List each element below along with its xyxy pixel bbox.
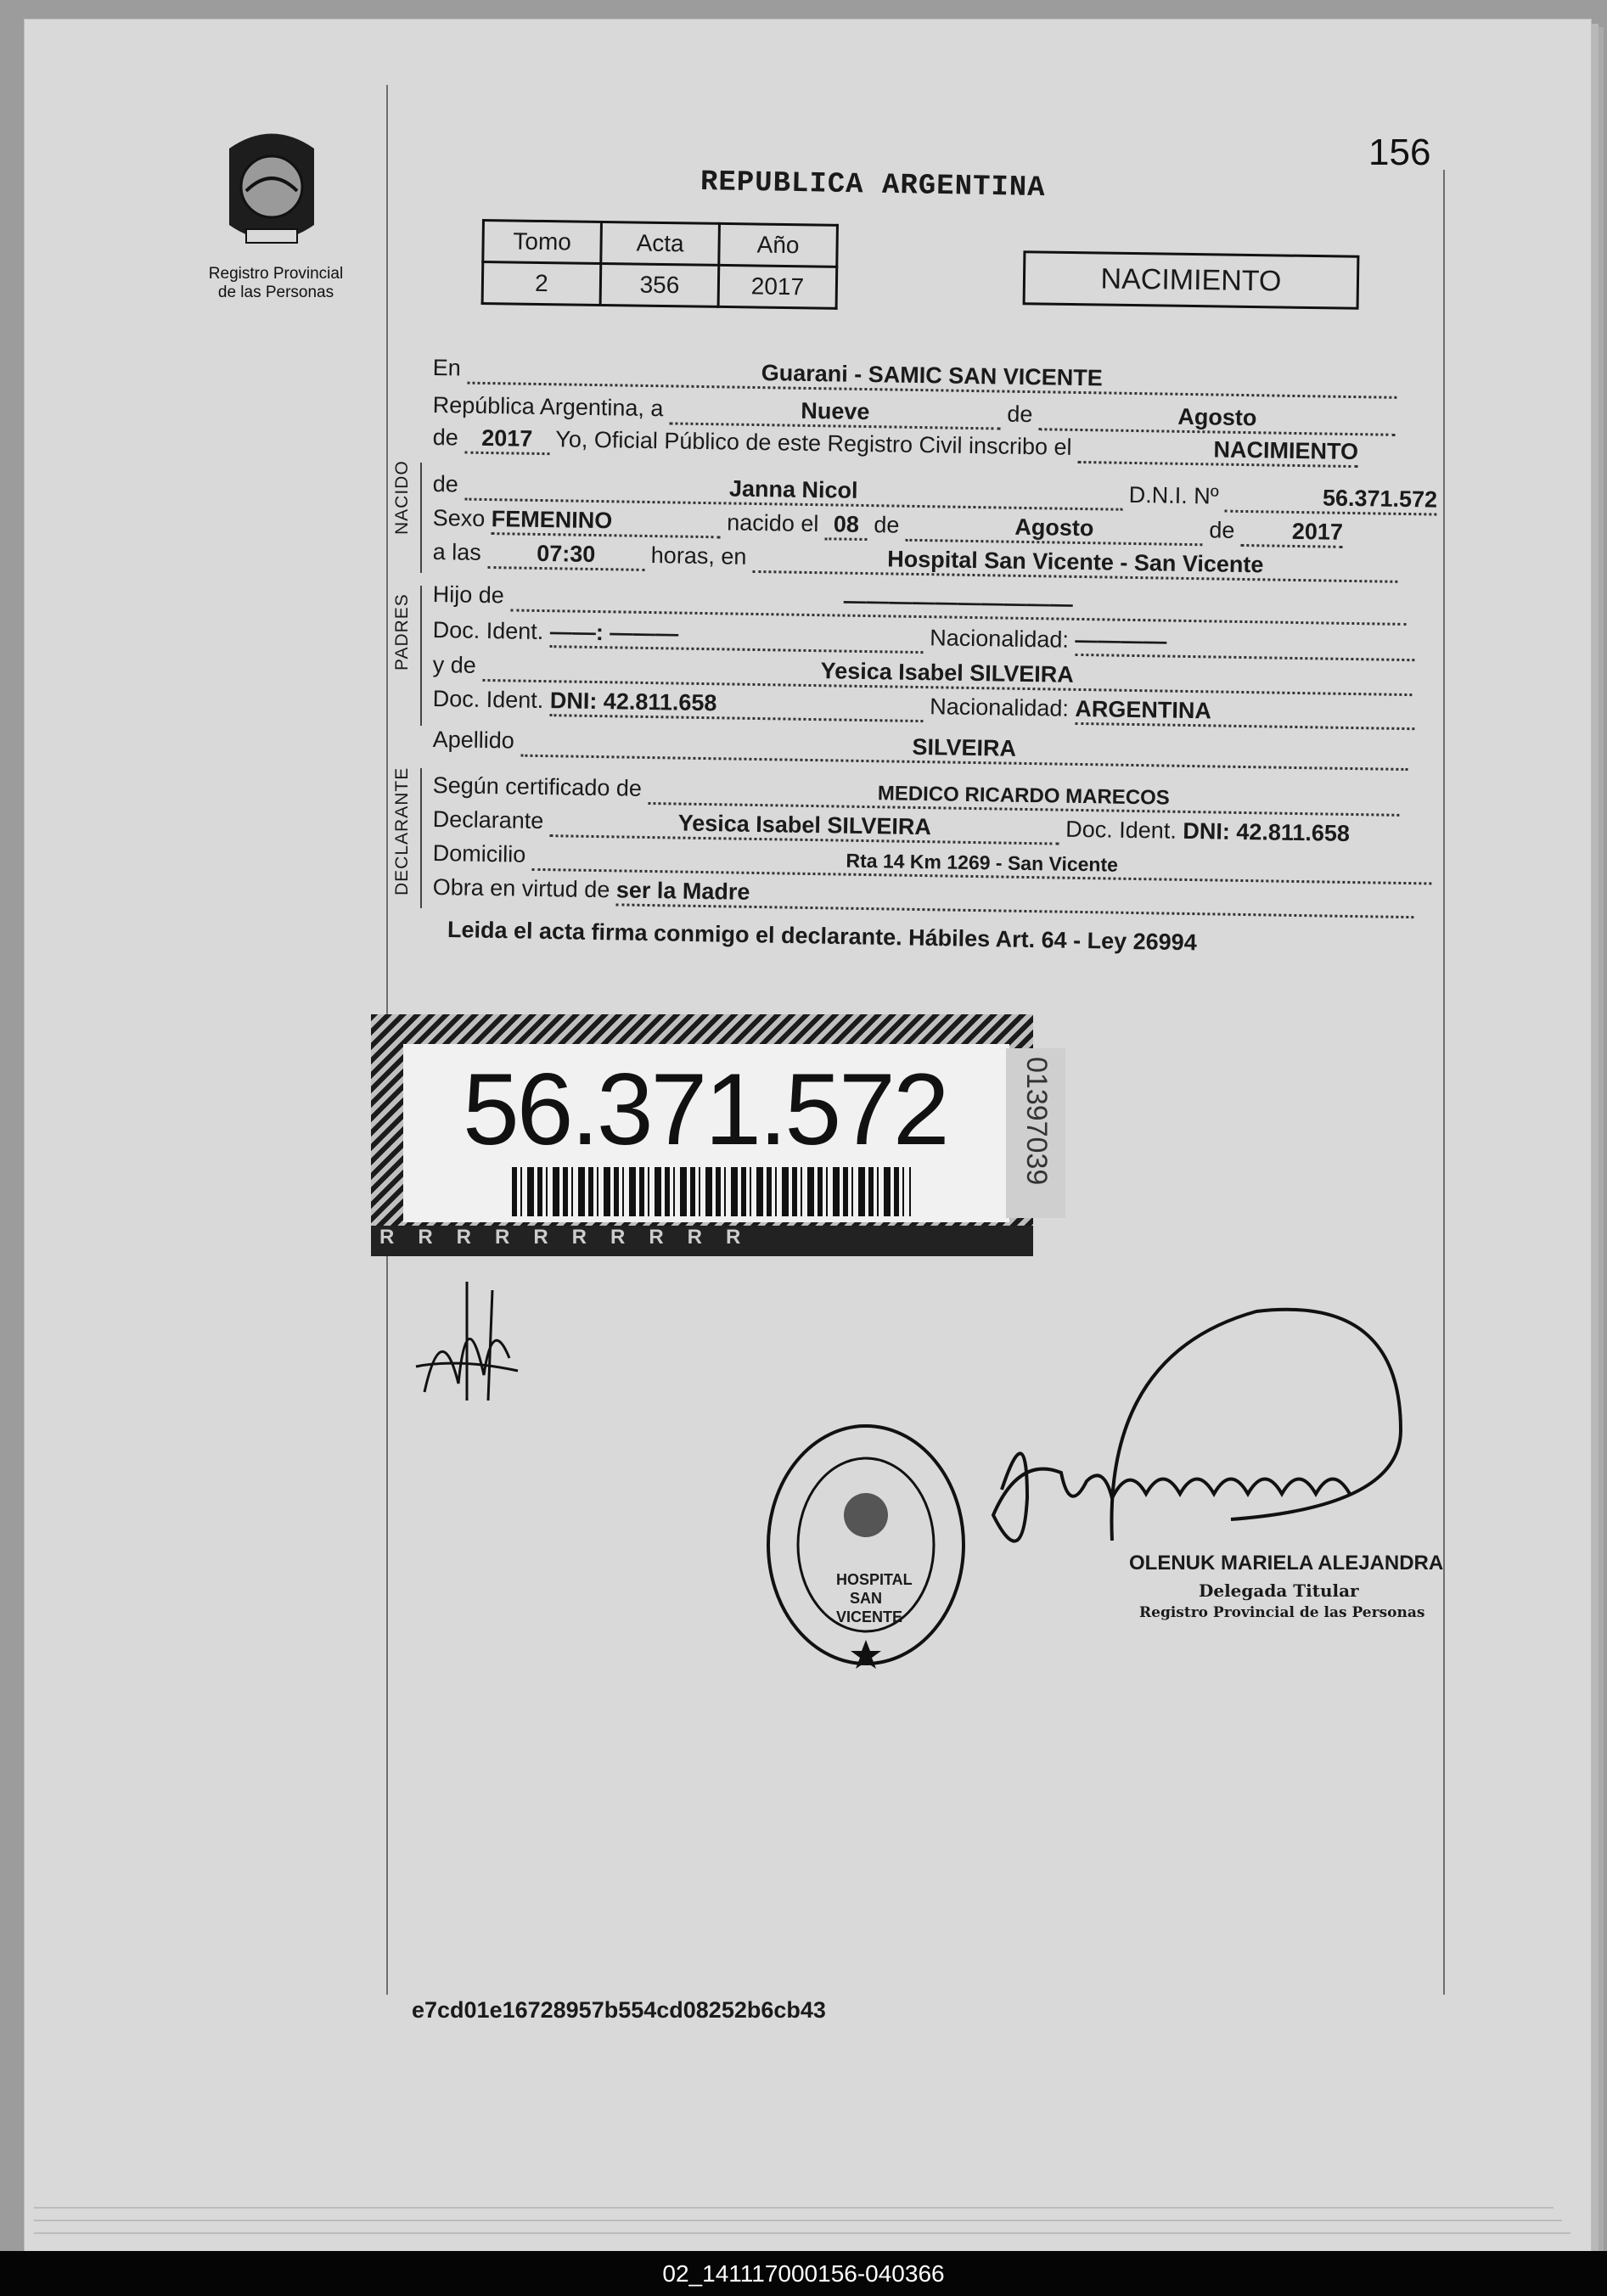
label-y-de: y de bbox=[432, 652, 477, 678]
label-nacido-de: de bbox=[874, 512, 900, 538]
value-lugar: Hospital San Vicente - San Vicente bbox=[887, 546, 1264, 578]
footer-id: 02_141117000156-040366 bbox=[662, 2260, 945, 2287]
acta-value: 356 bbox=[600, 263, 719, 306]
value-sexo: FEMENINO bbox=[491, 506, 613, 534]
value-dni: 56.371.572 bbox=[1322, 485, 1438, 513]
value-nacido-ano: 2017 bbox=[1291, 518, 1344, 545]
table-header: Año bbox=[719, 223, 838, 267]
label-doc-ident: Doc. Ident. bbox=[432, 686, 544, 714]
official-block bbox=[1129, 1552, 1443, 1621]
sticker-side-code bbox=[1006, 1048, 1065, 1218]
value-madre-nac: ARGENTINA bbox=[1075, 695, 1212, 724]
value-ano: 2017 bbox=[481, 424, 533, 452]
label-doc-ident: Doc. Ident. bbox=[432, 617, 544, 645]
value-madre-doc: DNI: 42.811.658 bbox=[549, 688, 717, 716]
value-nacido-dia: 08 bbox=[833, 511, 860, 537]
official-name: OLENUK MARIELA ALEJANDRA bbox=[1129, 1552, 1444, 1575]
registry-line-2: de las Personas bbox=[217, 283, 334, 301]
section-divider bbox=[420, 586, 422, 726]
footer-bar bbox=[0, 2251, 1607, 2296]
value-certificado: MEDICO RICARDO MARECOS bbox=[877, 782, 1171, 810]
section-divider bbox=[420, 768, 422, 908]
table-header: Acta bbox=[601, 222, 720, 265]
label-nacido-el: nacido el bbox=[727, 509, 819, 537]
section-label-nacido: NACIDO bbox=[392, 460, 412, 535]
label-ano-prefix: de bbox=[432, 424, 459, 451]
label-republica: República Argentina, a bbox=[432, 392, 664, 422]
table-header: Tomo bbox=[483, 221, 602, 264]
stamp-inner-line-1: HOSPITAL bbox=[836, 1571, 913, 1588]
page-edge-line bbox=[34, 2207, 1554, 2209]
stamp-inner-line-2: SAN bbox=[849, 1590, 882, 1607]
value-padre-doc: ——: ——— bbox=[549, 619, 679, 647]
ano-value: 2017 bbox=[718, 265, 837, 308]
label-nacionalidad: Nacionalidad: bbox=[930, 625, 1070, 653]
stamp-inner-line-3: VICENTE bbox=[836, 1608, 903, 1625]
value-nacido-mes: Agosto bbox=[1014, 514, 1094, 542]
value-inscribo: NACIMIENTO bbox=[1213, 436, 1359, 465]
label-yo: Yo, Oficial Público de este Registro Civil inscribo el bbox=[555, 426, 1072, 460]
label-certificado: Según certificado de bbox=[432, 772, 643, 801]
label-apellido: Apellido bbox=[432, 727, 515, 754]
sticker-panel bbox=[403, 1044, 1009, 1222]
page-edge-line bbox=[34, 2232, 1570, 2234]
record-type-box: NACIMIENTO bbox=[1023, 250, 1360, 310]
label-nacido-de2: de bbox=[1209, 517, 1235, 543]
row-en bbox=[432, 355, 1396, 399]
label-declarante: Declarante bbox=[432, 806, 544, 834]
label-nombre: de bbox=[432, 471, 459, 497]
value-dia: Nueve bbox=[801, 397, 870, 425]
page-number: 156 bbox=[1368, 132, 1431, 173]
value-obra: ser la Madre bbox=[615, 877, 750, 905]
label-obra: Obra en virtud de bbox=[432, 874, 610, 903]
section-label-declarante: DECLARANTE bbox=[392, 766, 412, 895]
sticker-dni-number: 56.371.572 bbox=[463, 1053, 947, 1166]
row-apellido bbox=[432, 727, 1408, 771]
official-title: Delegada Titular bbox=[1199, 1580, 1359, 1601]
barcode-icon bbox=[512, 1167, 911, 1216]
legal-text: Leida el acta firma conmigo el declarante. Hábiles Art. 64 - Ley 26994 bbox=[447, 917, 1198, 956]
label-horas-en: horas, en bbox=[650, 542, 747, 570]
registry-line-1: Registro Provincial bbox=[208, 265, 344, 283]
document-hash: e7cd01e16728957b554cd08252b6cb43 bbox=[412, 1997, 826, 2023]
value-apellido: SILVEIRA bbox=[912, 733, 1017, 761]
value-nombre: Janna Nicol bbox=[728, 475, 858, 503]
right-margin-line bbox=[1443, 170, 1445, 1995]
dni-sticker bbox=[371, 1014, 1033, 1256]
label-hijo-de: Hijo de bbox=[432, 581, 505, 609]
label-declarante-doc: Doc. Ident. bbox=[1065, 816, 1177, 844]
label-a-las: a las bbox=[432, 539, 482, 565]
value-mes: Agosto bbox=[1177, 403, 1257, 431]
stamp-inner-text bbox=[836, 1570, 913, 1626]
sticker-band: RRRRRRRRRR bbox=[371, 1226, 1033, 1256]
official-office: Registro Provincial de las Personas bbox=[1139, 1604, 1425, 1621]
registry-caption bbox=[187, 265, 365, 302]
value-hora: 07:30 bbox=[537, 540, 596, 568]
label-domicilio: Domicilio bbox=[432, 840, 526, 867]
value-padre-nac: ———— bbox=[1075, 626, 1167, 654]
value-hijo-de: —————————— bbox=[843, 587, 1073, 617]
form-body bbox=[432, 0, 1438, 1019]
label-sexo: Sexo bbox=[432, 505, 486, 531]
label-en: En bbox=[432, 355, 462, 381]
stamp-ring-icon bbox=[760, 1417, 972, 1672]
label-nacionalidad: Nacionalidad: bbox=[930, 693, 1070, 721]
official-signature-icon bbox=[976, 1303, 1418, 1587]
page-edge-line bbox=[34, 2220, 1562, 2221]
province-seal-icon bbox=[212, 123, 331, 259]
value-madre: Yesica Isabel SILVEIRA bbox=[820, 658, 1075, 688]
value-declarante-doc: DNI: 42.811.658 bbox=[1183, 817, 1351, 846]
value-declarante: Yesica Isabel SILVEIRA bbox=[677, 810, 932, 840]
section-label-padres: PADRES bbox=[392, 593, 412, 671]
value-domicilio: Rta 14 Km 1269 - San Vicente bbox=[846, 849, 1119, 876]
label-de: de bbox=[1007, 401, 1033, 428]
declarant-signature-icon bbox=[407, 1265, 526, 1422]
value-en: Guarani - SAMIC SAN VICENTE bbox=[761, 360, 1103, 391]
section-divider bbox=[420, 463, 422, 573]
country-title: REPUBLICA ARGENTINA bbox=[700, 166, 1046, 205]
label-dni: D.N.I. Nº bbox=[1128, 481, 1219, 509]
sticker-side-code-text: 01397039 bbox=[1020, 1057, 1053, 1186]
official-stamp bbox=[760, 1417, 972, 1672]
tomo-value: 2 bbox=[482, 262, 601, 306]
